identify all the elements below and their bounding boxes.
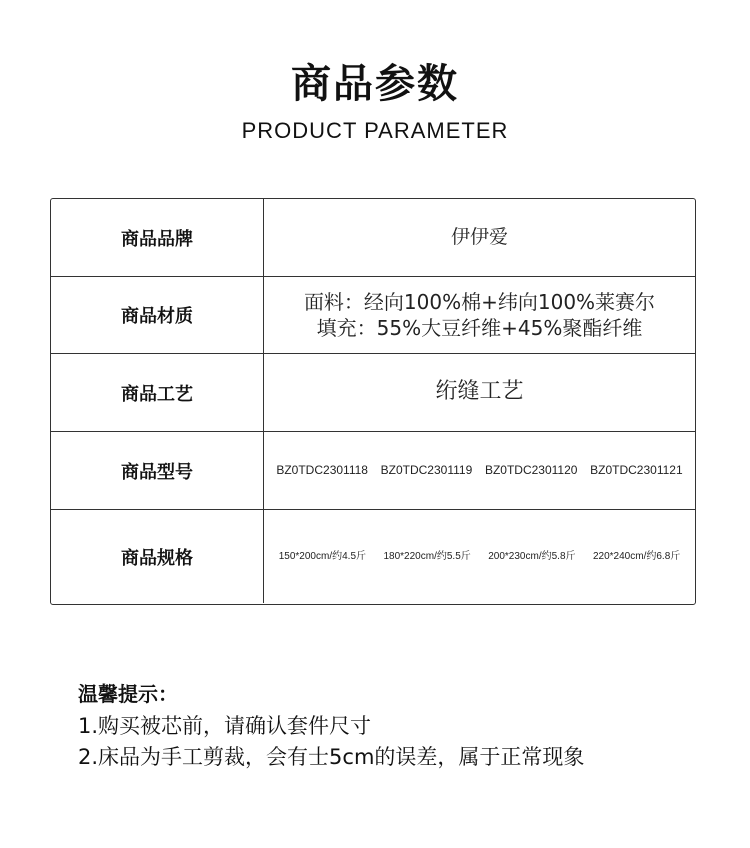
brand-value: 伊伊爱 [450,226,508,249]
model-label: 商品型号 [51,432,264,509]
row-material [51,277,695,354]
model-item: BZ0TDC2301120 [484,462,578,477]
row-model [51,432,695,510]
tips-section [78,678,584,773]
material-value [264,277,695,353]
parameter-table [50,198,696,605]
page-subtitle: PRODUCT PARAMETER [241,118,509,143]
material-filling: 填充：55%大豆纤维+45%聚酯纤维 [316,316,643,340]
spec-item: 150*200cm/约4.5斤 [278,551,367,562]
spec-item: 200*230cm/约5.8斤 [488,551,576,562]
tips-line: 2.床品为手工剪裁，会有士5cm的误差，属于正常现象 [78,745,585,769]
tips-line: 1.购买被芯前，请确认套件尺寸 [78,714,372,738]
craft-value: 绗缝工艺 [435,379,524,405]
spec-item: 220*240cm/约6.8斤 [592,551,681,562]
page-title: 商品参数 [291,61,459,107]
row-brand [51,199,695,277]
row-spec [51,510,695,603]
model-item: BZ0TDC2301119 [380,462,473,477]
spec-item: 180*220cm/约5.5斤 [383,551,471,562]
spec-values [264,510,695,603]
tips-title: 温馨提示： [78,682,178,706]
model-item: BZ0TDC2301118 [276,462,368,477]
model-values [264,432,695,509]
craft-label: 商品工艺 [51,354,264,431]
model-item: BZ0TDC2301121 [590,462,683,477]
row-craft [51,354,695,432]
material-fabric: 面料：经向100%棉+纬向100%莱赛尔 [303,290,656,314]
material-label: 商品材质 [51,277,264,353]
spec-label: 商品规格 [51,510,264,603]
brand-label: 商品品牌 [51,199,264,276]
